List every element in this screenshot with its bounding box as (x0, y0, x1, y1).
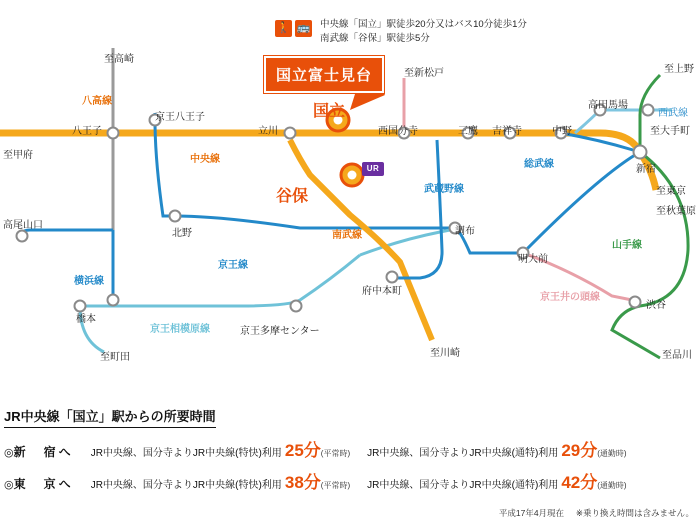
walk-icon: 🚶 (275, 20, 292, 38)
row-minutes-b: 29分 (561, 441, 598, 460)
label-shi-akihabara: 至秋葉原 (656, 206, 696, 217)
label-shi-otemachi: 至大手町 (650, 126, 690, 137)
row-note-b: (通勤時) (597, 481, 627, 490)
row-minutes-a: 25分 (284, 441, 321, 460)
row-note-b: (通勤時) (597, 449, 627, 458)
note-line-1: 中央線「国立」駅徒歩20分又はバス10分徒歩1分 (320, 19, 527, 30)
access-note (320, 18, 527, 46)
label-shi-takasaki: 至高崎 (104, 54, 134, 65)
callout-kunitachi-fujimidai: 国立富士見台 (264, 56, 384, 93)
label-shi-machida: 至町田 (100, 352, 130, 363)
label-mitaka: 三鷹 (458, 126, 478, 137)
note-line-2: 南武線「谷保」駅徒歩5分 (320, 33, 430, 44)
label-keio-inokashira-line: 京王井の頭線 (540, 292, 600, 303)
label-chuo-line: 中央線 (190, 154, 220, 165)
row-route-a: JR中央線、国分寺よりJR中央線(特快)利用 (90, 480, 282, 491)
label-nambu-line: 南武線 (332, 230, 362, 241)
label-shi-tokyo: 至東京 (656, 186, 686, 197)
label-keio-hachioji: 京王八王子 (155, 112, 205, 123)
label-tachikawa: 立川 (258, 126, 278, 137)
label-keio-tama-center: 京王多摩センター (240, 326, 320, 337)
label-shi-kofu: 至甲府 (3, 150, 33, 161)
station-kunitachi-label: 国立 (313, 103, 346, 120)
label-takadanobaba: 高田馬場 (588, 100, 628, 111)
row-destination: 東 京へ (13, 477, 74, 491)
label-shi-ueno: 至上野 (664, 64, 694, 75)
label-musashino-line: 武蔵野線 (424, 184, 464, 195)
label-yamanote-line: 山手線 (612, 240, 642, 251)
label-kichijoji: 吉祥寺 (492, 126, 522, 137)
label-hachioji: 八王子 (72, 126, 102, 137)
label-meidaimae: 明大前 (518, 254, 548, 265)
label-nishi-kokubunji: 西国分寺 (378, 126, 418, 137)
label-fuchu-hommachi: 府中本町 (362, 286, 402, 297)
row-mark: ◎ (4, 479, 14, 491)
row-note-a: (平常時) (320, 481, 351, 490)
travel-time-row-shinjuku (4, 436, 627, 461)
travel-time-title: JR中央線「国立」駅からの所要時間 (4, 406, 216, 428)
label-keio-line: 京王線 (218, 260, 248, 271)
label-chofu: 調布 (455, 226, 475, 237)
row-mark: ◎ (4, 447, 14, 459)
label-shi-nishimatsudo: 至新松戸 (404, 68, 444, 79)
label-hachiko-line: 八高線 (82, 96, 112, 107)
label-shi-kawasaki: 至川崎 (430, 348, 460, 359)
bus-icon: 🚌 (295, 20, 312, 38)
row-route-a: JR中央線、国分寺よりJR中央線(特快)利用 (90, 448, 282, 459)
label-seibu-line: 西武線 (658, 108, 688, 119)
row-route-b: JR中央線、国分寺よりJR中央線(通特)利用 (367, 448, 559, 459)
label-hashimoto: 橋本 (76, 314, 96, 325)
label-shi-shinagawa: 至品川 (662, 350, 692, 361)
label-kitano: 北野 (172, 228, 192, 239)
label-shinjuku: 新宿 (636, 164, 656, 175)
row-minutes-b: 42分 (561, 473, 598, 492)
row-route-b: JR中央線、国分寺よりJR中央線(通特)利用 (367, 480, 559, 491)
label-keio-sagamihara-line: 京王相模原線 (150, 324, 210, 335)
label-nakano: 中野 (552, 126, 572, 137)
travel-time-row-tokyo (4, 468, 627, 493)
row-destination: 新 宿へ (13, 445, 74, 459)
footnote-disclaimer: ※乗り換え時間は含みません。 (575, 508, 694, 518)
row-note-a: (平常時) (320, 449, 351, 458)
ur-badge: UR (362, 162, 384, 176)
footnote-date: 平成17年4月現在 (498, 508, 565, 518)
label-sobu-line: 総武線 (524, 159, 554, 170)
label-yokohama-line: 横浜線 (74, 276, 104, 287)
station-yaho-label: 谷保 (276, 188, 309, 205)
footnotes (499, 507, 694, 519)
label-takaosanguchi: 高尾山口 (3, 220, 43, 231)
row-minutes-a: 38分 (284, 473, 321, 492)
label-shibuya: 渋谷 (646, 300, 666, 311)
travel-time-panel (0, 392, 700, 525)
